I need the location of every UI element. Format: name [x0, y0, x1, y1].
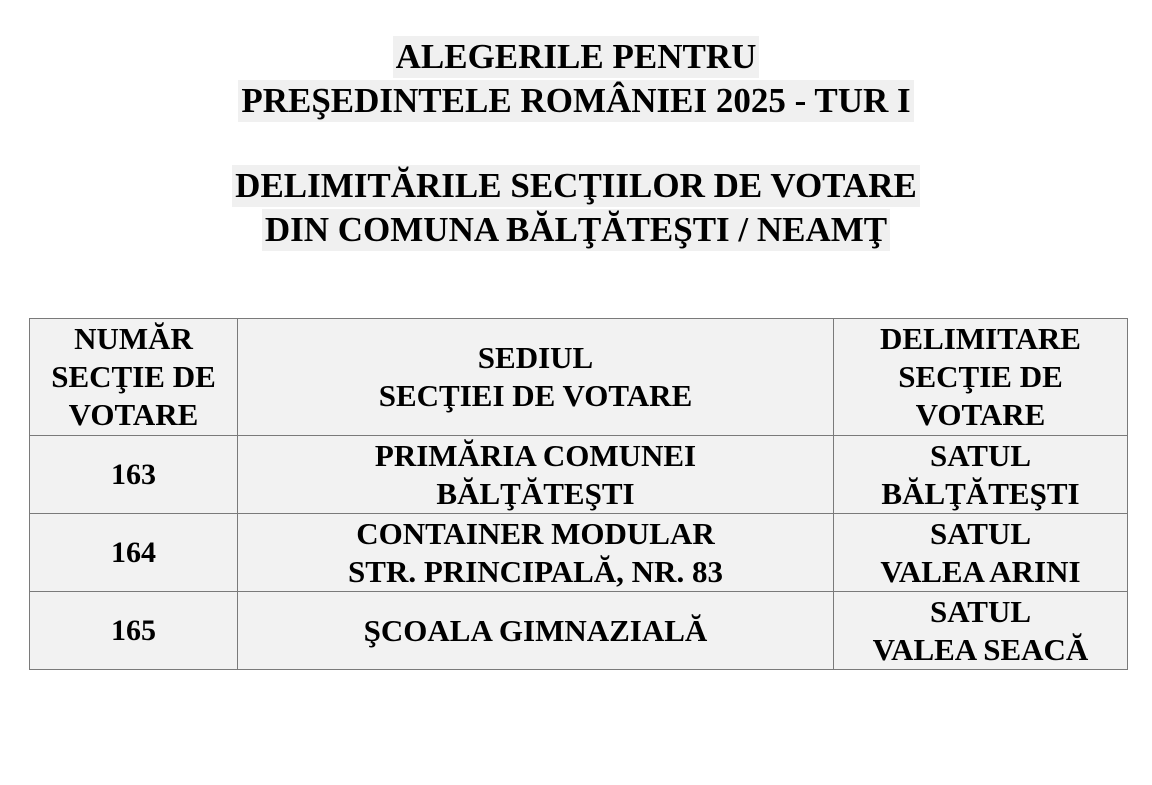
section-number-cell: 163 [30, 436, 238, 514]
section-delimitation-cell [834, 436, 1128, 514]
table-row [30, 436, 1128, 514]
header-line: SECŢIEI DE VOTARE [378, 378, 693, 413]
delimitation-line: BĂLŢĂTEŞTI [881, 475, 1080, 511]
delimitation-line: SATUL [929, 593, 1032, 629]
delimitation-line: SATUL [929, 515, 1032, 551]
location-line: ŞCOALA GIMNAZIALĂ [363, 612, 708, 648]
table-header-row [30, 319, 1128, 436]
header-line: VOTARE [915, 397, 1046, 432]
header-line: DELIMITARE [880, 321, 1081, 356]
polling-sections-table-container [29, 318, 1127, 670]
document-subtitle [0, 164, 1152, 252]
subtitle-line-2: DIN COMUNA BĂLŢĂTEŞTI / NEAMŢ [262, 209, 890, 251]
title-line-2: PREŞEDINTELE ROMÂNIEI 2025 - TUR I [238, 80, 913, 122]
section-delimitation-cell [834, 514, 1128, 592]
location-line: BĂLŢĂTEŞTI [436, 475, 635, 511]
header-line: SECŢIE DE [898, 359, 1063, 394]
header-line: VOTARE [68, 397, 199, 432]
header-line: SECŢIE DE [51, 359, 216, 394]
section-number-cell: 164 [30, 514, 238, 592]
table-row [30, 592, 1128, 670]
location-line: STR. PRINCIPALĂ, NR. 83 [348, 553, 723, 589]
table-row [30, 514, 1128, 592]
delimitation-line: VALEA ARINI [880, 553, 1081, 589]
section-number-cell: 165 [30, 592, 238, 670]
title-line-1: ALEGERILE PENTRU [393, 36, 760, 78]
header-line: NUMĂR [74, 321, 193, 356]
polling-sections-table [29, 318, 1128, 670]
section-location-cell [238, 514, 834, 592]
header-section-location [238, 319, 834, 436]
document-title [0, 35, 1152, 123]
section-location-cell [238, 436, 834, 514]
header-section-number [30, 319, 238, 436]
section-location-cell [238, 592, 834, 670]
section-delimitation-cell [834, 592, 1128, 670]
subtitle-line-1: DELIMITĂRILE SECŢIILOR DE VOTARE [232, 165, 920, 207]
location-line: PRIMĂRIA COMUNEI [374, 437, 697, 473]
delimitation-line: SATUL [929, 437, 1032, 473]
header-line: SEDIUL [477, 340, 594, 375]
location-line: CONTAINER MODULAR [356, 515, 715, 551]
delimitation-line: VALEA SEACĂ [872, 631, 1089, 667]
header-section-delimitation [834, 319, 1128, 436]
